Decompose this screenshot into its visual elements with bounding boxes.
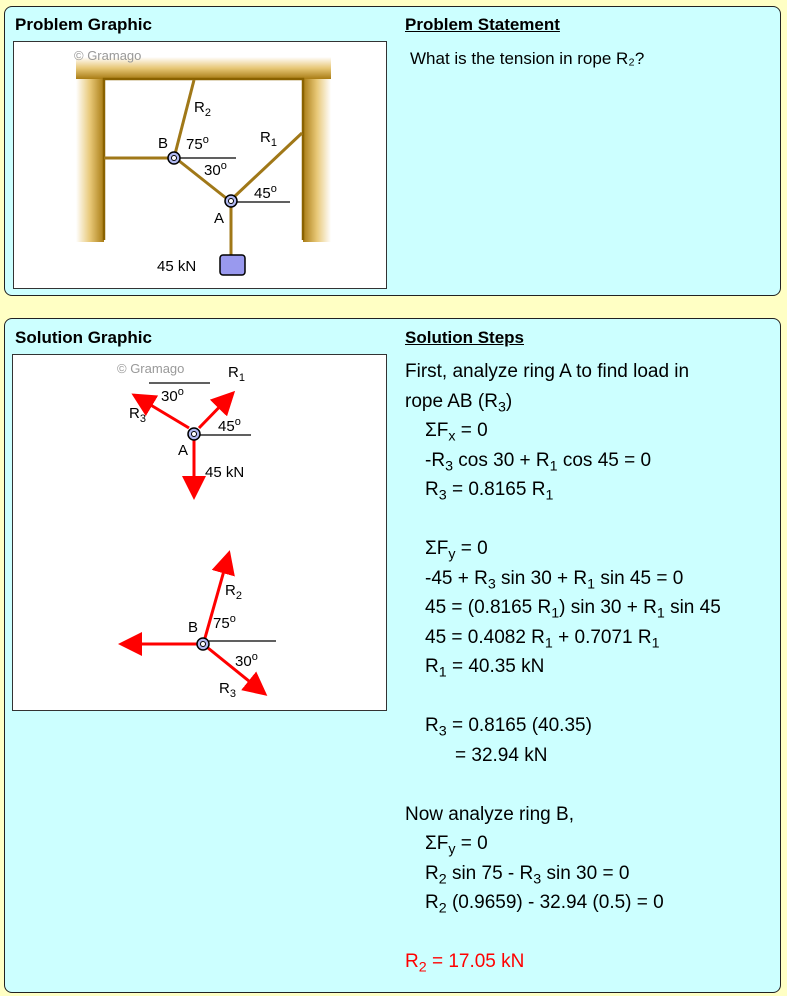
step-intro-1: First, analyze ring A to find load in — [405, 361, 690, 382]
step-eq-3: $-45 + R_3$ $\sin 30 + R_1$ sin 45 = 0 — [425, 567, 684, 592]
problem-graphic-heading: Problem Graphic — [15, 15, 152, 34]
ring-b-free-body — [121, 553, 276, 700]
step-eq-4: 45 = (0.8165 $R_1$) $\sin 30 + R_1$ sin 45 — [425, 597, 721, 622]
label-r3: $R_3$ — [129, 405, 146, 425]
solution-panel — [4, 318, 781, 993]
ring-a-free-body — [129, 364, 251, 497]
watermark: © Gramago — [74, 48, 142, 63]
load-block — [220, 255, 245, 275]
ring-b — [168, 152, 180, 164]
step-eq-5: 45 = 0.4082 $R_1 + 0.7071$ $R_1$ — [425, 626, 660, 651]
label-b: B — [158, 135, 169, 152]
problem-figure — [13, 41, 387, 289]
label-r1: $R_1$ — [228, 364, 245, 384]
label-r2: $R_2$ — [225, 582, 242, 602]
label-angle-75: 75$^o$ — [186, 134, 209, 153]
solution-steps-heading: Solution Steps — [405, 328, 524, 347]
label-r1: $R_1$ — [260, 129, 277, 149]
step-sum-fy: $\Sigma F_y = 0$ — [425, 538, 488, 563]
label-r3: $R_3$ — [219, 680, 236, 700]
step-eq-2: $R_3 = 0.8165$ $R_1$ — [425, 479, 554, 504]
problem-diagram — [14, 42, 388, 290]
label-load: 45 kN — [157, 258, 197, 275]
step-eq-9: $R_2$ $\sin 75 - R_3$ sin 30 = 0 — [425, 862, 630, 887]
problem-statement-heading: Problem Statement — [405, 15, 560, 34]
final-answer: $R_2 = 17.05$ kN — [405, 951, 525, 976]
label-r2: $R_2$ — [194, 99, 211, 119]
problem-statement-text: What is the tension in rope R₂? — [410, 49, 645, 68]
step-sum-fx: $\Sigma F_x = 0$ — [425, 420, 488, 445]
solution-diagram — [13, 355, 388, 712]
step-eq-6: $R_1 = 40.35$ kN — [425, 656, 545, 681]
label-angle-45: 45$^o$ — [218, 416, 241, 435]
solution-steps — [405, 357, 777, 977]
label-load: 45 kN — [205, 464, 245, 481]
label-angle-30: 30$^o$ — [204, 160, 227, 179]
problem-panel — [4, 6, 781, 296]
label-a: A — [214, 210, 225, 227]
step-sum-fy-b: $\Sigma F_y = 0$ — [425, 833, 488, 858]
label-angle-75: 75$^o$ — [213, 613, 236, 632]
label-a: A — [178, 442, 189, 459]
step-eq-1: $-R_3$ $\cos 30 + R_1$ cos 45 = 0 — [425, 449, 652, 474]
step-eq-10: $R_2$ (0.9659) - 32.94 (0.5) = 0 — [425, 892, 664, 917]
solution-graphic-heading: Solution Graphic — [15, 328, 152, 347]
step-intro-2: rope AB $(R_3)$ — [405, 390, 513, 415]
label-b: B — [188, 619, 199, 636]
watermark: © Gramago — [117, 361, 185, 376]
step-intro-3: Now analyze ring B, — [405, 803, 574, 825]
solution-figure — [12, 354, 387, 711]
label-angle-45: 45$^o$ — [254, 183, 277, 202]
step-eq-8: = 32.94 kN — [455, 744, 548, 766]
label-angle-30: 30$^o$ — [161, 386, 184, 405]
step-eq-7: $R_3 = 0.8165$ (40.35) — [425, 715, 592, 740]
label-angle-30: 30$^o$ — [235, 651, 258, 670]
support-frame — [76, 57, 331, 242]
ring-a — [225, 195, 237, 207]
